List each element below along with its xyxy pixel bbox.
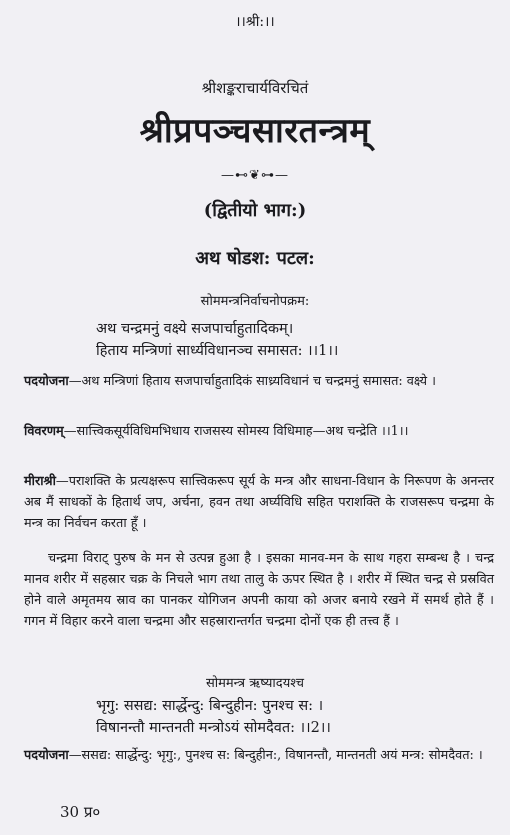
verse-2-line-1: भृगु: ससद्य: सार्द्धेन्दु: बिन्दुहीन: पुनश्च स: । bbox=[96, 698, 324, 714]
author-line: श्रीशङ्कराचार्यविरचितं bbox=[201, 79, 309, 97]
verse-1-line-1: अथ चन्द्रमनुं वक्ष्ये सजपार्चाहुतादिकम्। bbox=[96, 321, 294, 337]
mirashri-1 bbox=[24, 471, 494, 534]
padayojana-1 bbox=[24, 371, 494, 392]
padayojana-2-text: —ससद्य: सार्द्धेन्दु: भृगु:, पुनश्च स: बिन्दुहीन:, विषानन्तौ, मान्तनती अयं मन्त्र: सोमदैवत: । bbox=[68, 748, 483, 763]
padayojana-2 bbox=[24, 745, 494, 766]
verse-2 bbox=[96, 695, 476, 739]
mirashri-1-text: —पराशक्ति के प्रत्यक्षरूप सात्त्विकरूप सूर्य के मन्त्र और साधना-विधान के निरूपण के अनन्तर अब मैं साधकों के हितार्थ जप, अर्चना, हवन तथा अर्घ्यविधि सहित पराशक्ति के राजसरूप चन्द्रमा के मन्त्र का निर्वचन करता हूँ । bbox=[24, 474, 494, 531]
padayojana-1-text: —अथ मन्त्रिणां हिताय सजपार्चाहुतादिकं साध्र्यविधानं च चन्द्रमनुं समासत: वक्ष्ये । bbox=[68, 374, 436, 389]
vivaranam-1-label: विवरणम् bbox=[24, 424, 64, 439]
part-heading: (द्वितीयो भाग:) bbox=[203, 200, 307, 221]
vivaranam-1 bbox=[24, 421, 494, 442]
chapter-heading: अथ षोडश: पटल: bbox=[195, 248, 315, 269]
vivaranam-1-text: —सात्त्विकसूर्यविधिमभिधाय राजसस्य सोमस्य विधिमाह—अथ चन्द्रेति ।।1।। bbox=[63, 424, 409, 439]
section1-subheading: सोममन्त्रनिर्वाचनोपक्रम: bbox=[200, 294, 310, 309]
signature-mark: 30 प्र० bbox=[60, 803, 101, 821]
section2-subheading: सोममन्त्र ऋष्यादयश्च bbox=[205, 676, 305, 691]
verse-1 bbox=[96, 318, 476, 362]
padayojana-1-label: पदयोजना bbox=[24, 374, 69, 389]
verse-2-line-2: विषानन्तौ मान्तनती मन्त्रोऽयं सोमदैवत: ।।2।। bbox=[96, 720, 331, 736]
invocation: ।।श्री:।। bbox=[235, 14, 275, 30]
mirashri-1-label: मीराश्री bbox=[24, 474, 56, 489]
ornament-divider: —⊷❦⊶— bbox=[221, 168, 289, 183]
page-title: श्रीप्रपञ्चसारतन्त्रम् bbox=[139, 111, 371, 151]
padayojana-2-label: पदयोजना bbox=[24, 748, 69, 763]
commentary-1: चन्द्रमा विराट् पुरुष के मन से उत्पन्न हुआ है । इसका मानव-मन के साथ गहरा सम्बन्ध है । चन्द्र मानव शरीर में सहस्रार चक्र के निचले भाग तथा तालु के ऊपर स्थित है । शरीर में स्थित चन्द्र से प्रस्रवित होने वाले अमृतमय स्राव का पानकर योगिजन अपनी काया को अजर बनाये रखने में समर्थ होते हैं । गगन में विहार करने वाला चन्द्रमा और सहस्रारान्तर्गत चन्द्रमा दोनों एक ही तत्त्व हैं । bbox=[24, 551, 494, 629]
verse-1-line-2: हिताय मन्त्रिणां सार्ध्यविधानञ्च समासत: ।।1।। bbox=[96, 343, 339, 359]
